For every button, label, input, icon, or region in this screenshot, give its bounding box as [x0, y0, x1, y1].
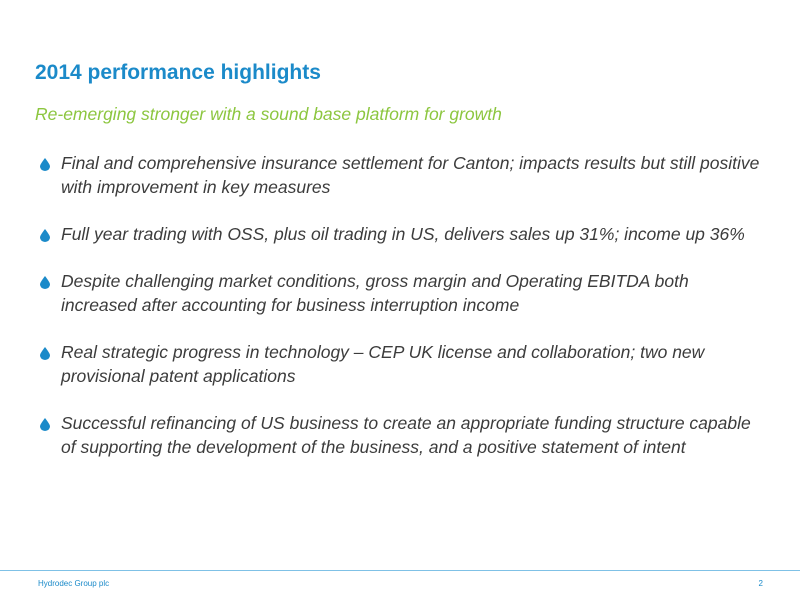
highlights-list	[40, 151, 760, 482]
highlight-item-2	[40, 222, 760, 246]
water-drop-icon	[40, 276, 50, 289]
water-drop-icon	[40, 158, 50, 171]
highlight-item-4	[40, 340, 760, 388]
highlight-text: Full year trading with OSS, plus oil trading in US, delivers sales up 31%; income up 36%	[61, 224, 745, 244]
highlight-text: Despite challenging market conditions, gross margin and Operating EBITDA both increased after accounting for business interruption income	[61, 271, 689, 315]
highlight-item-5	[40, 411, 760, 459]
slide-title: 2014 performance highlights	[35, 61, 321, 84]
slide-subtitle: Re-emerging stronger with a sound base platform for growth	[35, 104, 502, 124]
water-drop-icon	[40, 418, 50, 431]
water-drop-icon	[40, 347, 50, 360]
highlight-item-1	[40, 151, 760, 199]
highlight-text: Successful refinancing of US business to create an appropriate funding structure capable of supporting the development of the business, and a positive statement of intent	[61, 413, 751, 457]
highlight-item-3	[40, 269, 760, 317]
highlight-text: Real strategic progress in technology – CEP UK license and collaboration; two new provisional patent applications	[61, 342, 705, 386]
highlight-text: Final and comprehensive insurance settlement for Canton; impacts results but still positive with improvement in key measures	[61, 153, 760, 197]
page-number: 2	[758, 579, 763, 588]
water-drop-icon	[40, 229, 50, 242]
footer-company-name: Hydrodec Group plc	[38, 579, 110, 588]
footer-divider	[0, 570, 800, 571]
